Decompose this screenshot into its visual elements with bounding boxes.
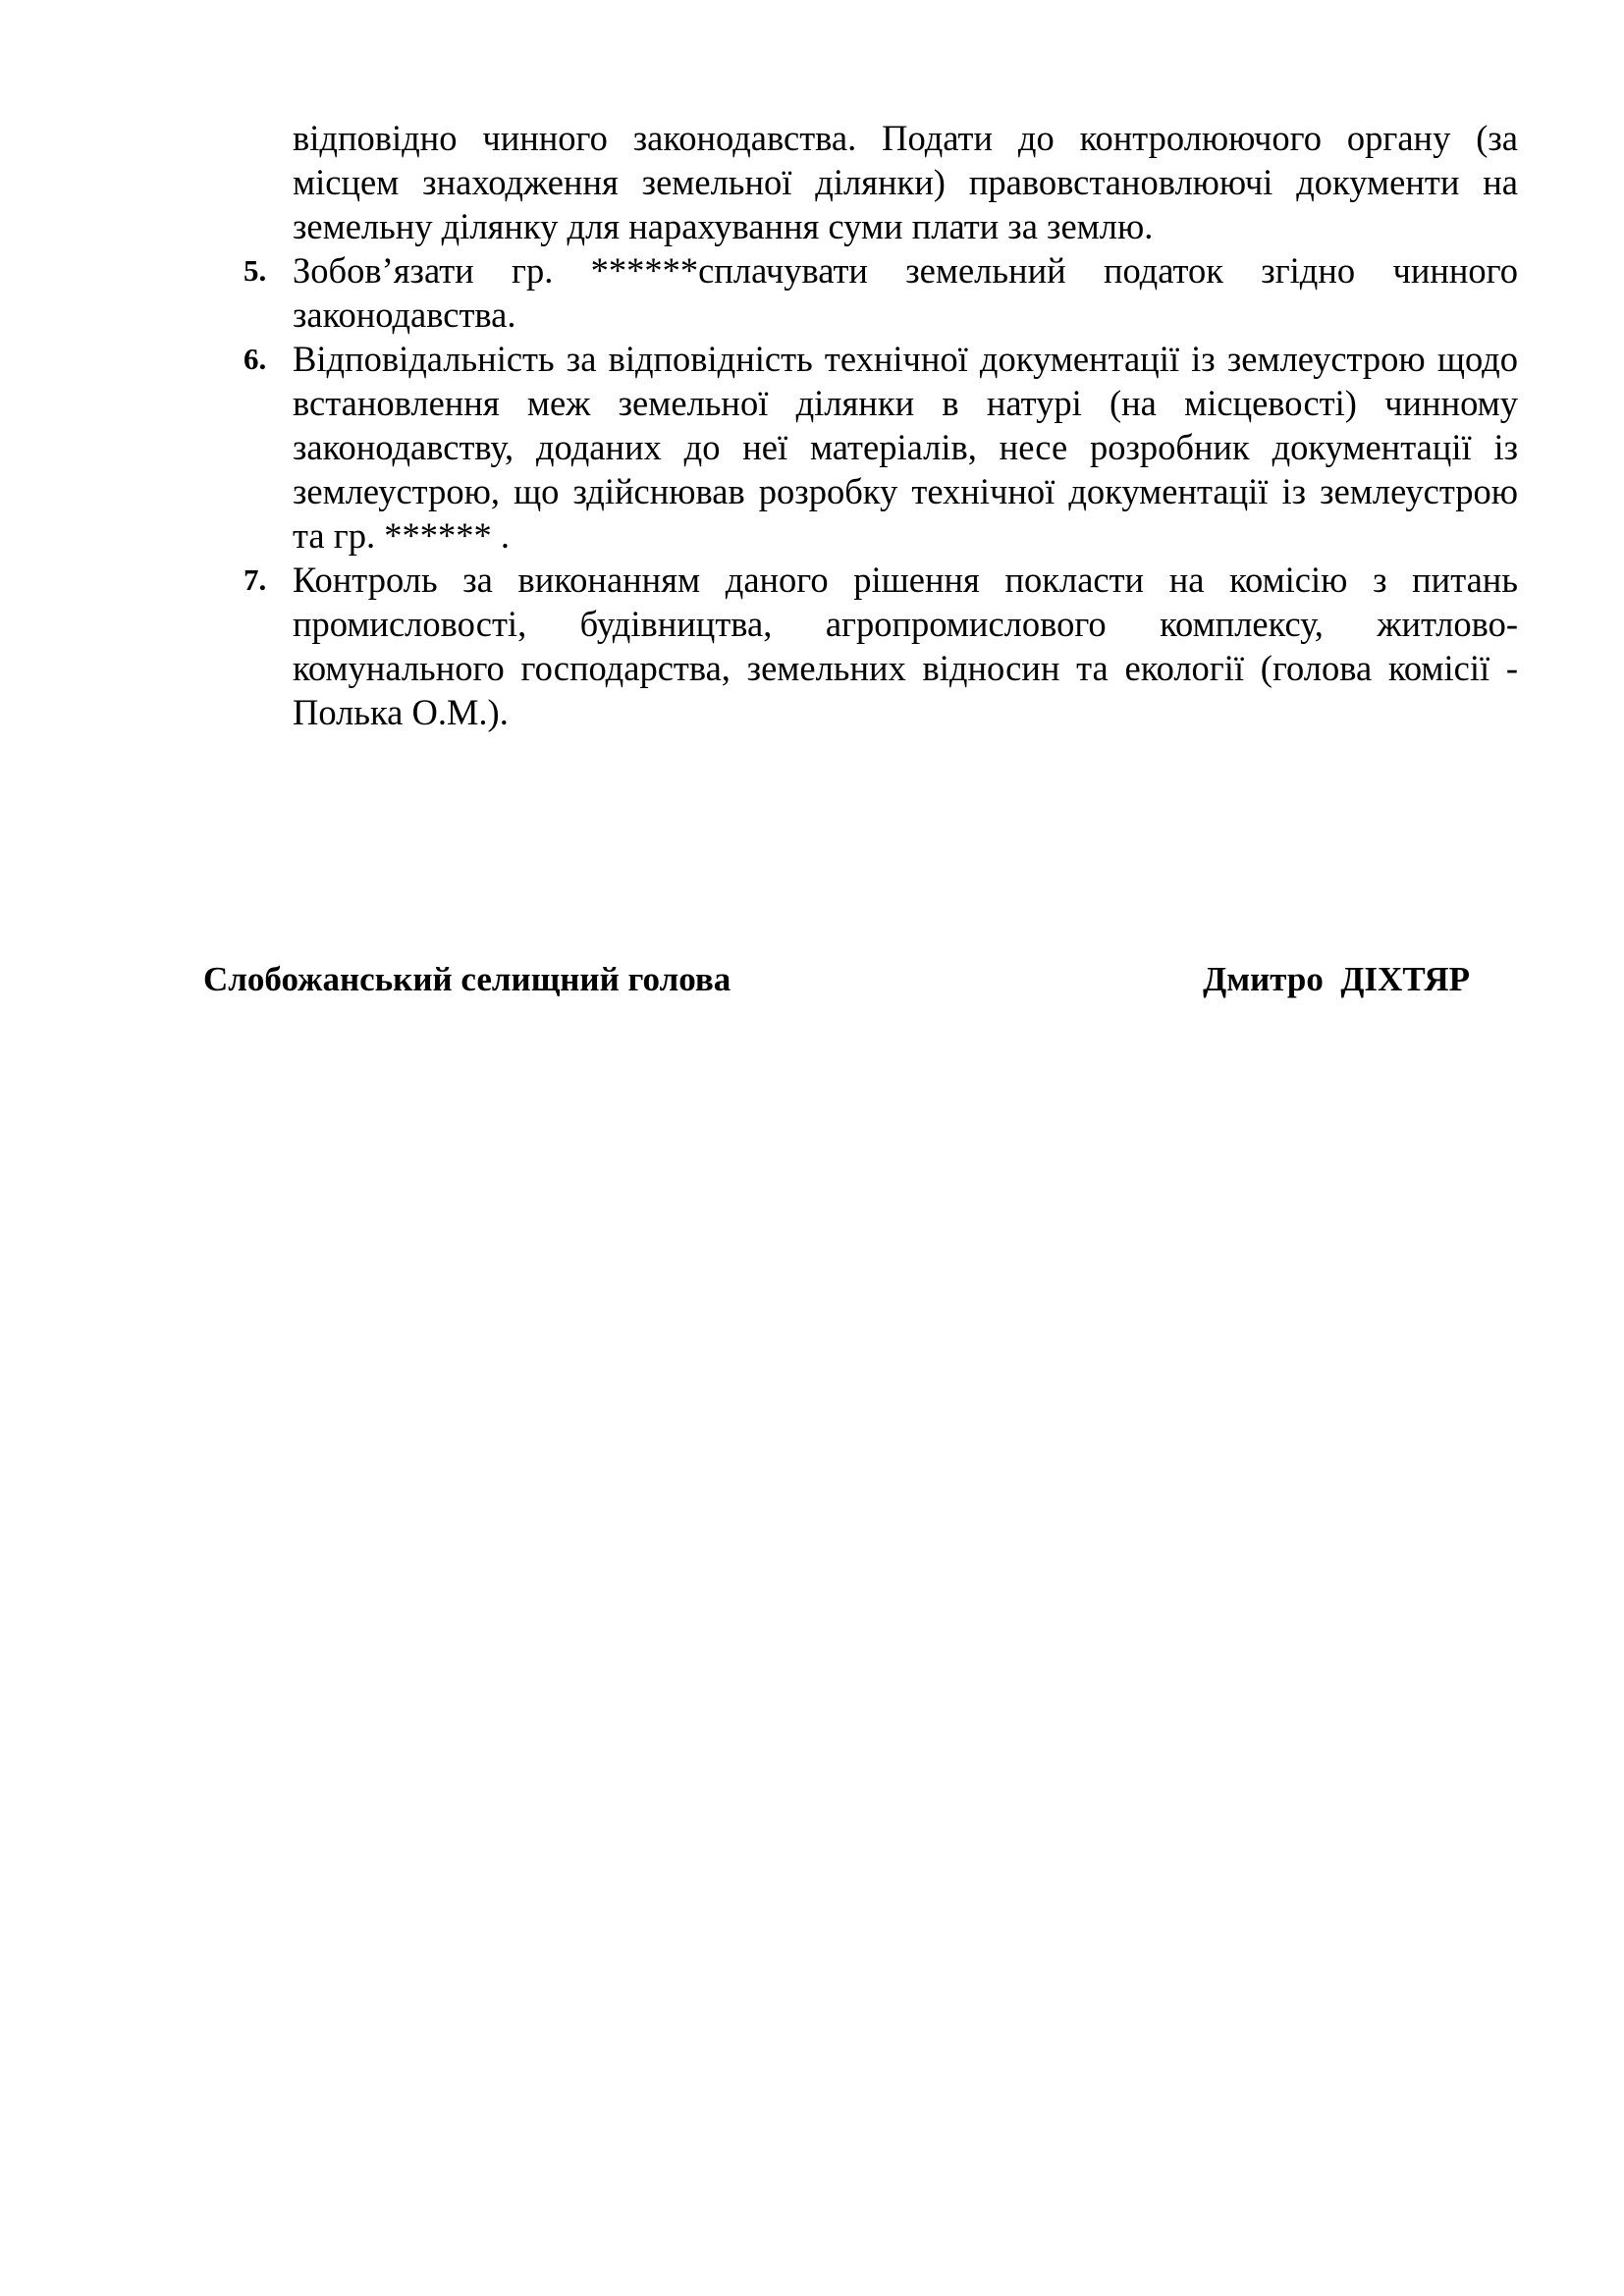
signatory-name: Дмитро ДІХТЯР xyxy=(1203,960,1470,998)
list-item-5 xyxy=(244,248,1518,337)
item-text: Зобов’язати гр. ******сплачувати земельний податок згідно чинного законодавства. xyxy=(293,250,1518,335)
signatory-title: Слобожанський селищний голова xyxy=(203,960,731,998)
item-number: 7. xyxy=(244,562,267,597)
continuation-paragraph: відповідно чинного законодавства. Подати до контролюючого органу (за місцем знаходження земельної ділянки) правовстановлюючі документи на земельну ділянку для нарахування суми плати за землю. xyxy=(293,118,1518,246)
item-number: 5. xyxy=(244,253,267,288)
item-text: Відповідальність за відповідність технічної документації із землеустрою щодо встановлення меж земельної ділянки в натурі (на місцевості) чинному законодавству, доданих до неї матеріалів, несе розробник документації із землеустрою, що здійснював розробку технічної документації із землеустрою та гр. ****** . xyxy=(293,339,1518,556)
item-number: 6. xyxy=(244,342,267,376)
list-item-7 xyxy=(244,558,1518,734)
decision-body xyxy=(244,116,1518,734)
list-item-6 xyxy=(244,337,1518,558)
item-text: Контроль за виконанням даного рішення покласти на комісію з питань промисловості, будівництва, агропромислового комплексу, житлово-комунального господарства, земельних відносин та екології (голова комісії - Полька О.М.). xyxy=(293,560,1518,732)
